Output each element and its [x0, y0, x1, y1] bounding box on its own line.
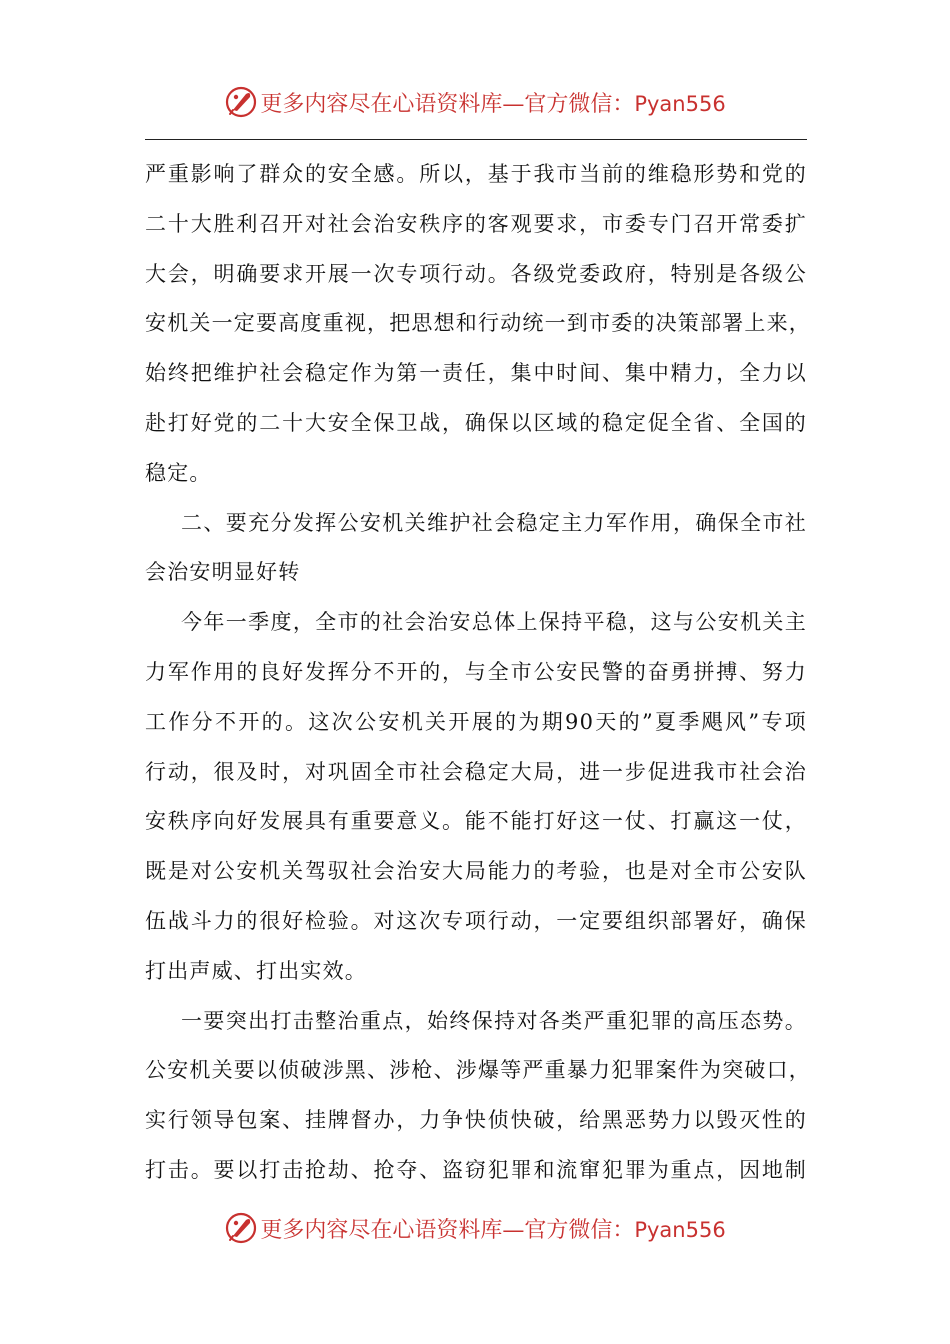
body-line: 行动，很及时，对巩固全市社会稳定大局，进一步促进我市社会治: [145, 759, 807, 784]
header-banner-text: [260, 87, 725, 118]
header-banner-cn: 更多内容尽在心语资料库—官方微信：: [260, 91, 635, 117]
body-line: 今年一季度，全市的社会治安总体上保持平稳，这与公安机关主: [181, 610, 807, 635]
body-line: 一要突出打击整治重点，始终保持对各类严重犯罪的高压态势。: [181, 1008, 807, 1033]
body-line: 实行领导包案、挂牌督办，力争快侦快破，给黑恶势力以毁灭性的: [145, 1108, 807, 1133]
body-line: 赴打好党的二十大安全保卫战，确保以区域的稳定促全省、全国的: [145, 410, 807, 435]
body-line: 安秩序向好发展具有重要意义。能不能打好这一仗、打赢这一仗，: [145, 809, 807, 834]
body-line: 工作分不开的。这次公安机关开展的为期90天的”夏季飓风”专项: [145, 709, 807, 734]
header-banner-wechat-id: Pyan556: [634, 91, 726, 116]
body-line: 严重影响了群众的安全感。所以，基于我市当前的维稳形势和党的: [145, 162, 807, 186]
body-line: 始终把维护社会稳定作为第一责任，集中时间、集中精力，全力以: [145, 361, 807, 386]
body-line: 打出声威、打出实效。: [145, 958, 367, 983]
body-line: 安机关一定要高度重视，把思想和行动统一到市委的决策部署上来，: [145, 311, 811, 336]
quill-seal-icon: [224, 85, 258, 119]
body-line: 力军作用的良好发挥分不开的，与全市公安民警的奋勇拼搏、努力: [145, 659, 807, 684]
footer-banner-text: [260, 1213, 725, 1244]
footer-banner-cn: 更多内容尽在心语资料库—官方微信：: [260, 1217, 635, 1243]
header-banner: [0, 80, 950, 124]
body-line: 打击。要以打击抢劫、抢夺、盗窃犯罪和流窜犯罪为重点，因地制: [145, 1157, 807, 1182]
body-line: 伍战斗力的很好检验。对这次专项行动，一定要组织部署好，确保: [145, 908, 807, 933]
document-body: [145, 150, 811, 1196]
body-line: 二十大胜利召开对社会治安秩序的客观要求，市委专门召开常委扩: [145, 211, 807, 236]
quill-seal-icon: [224, 1211, 258, 1245]
section-heading-line: 会治安明显好转: [145, 560, 301, 585]
footer-banner: [0, 1206, 950, 1250]
header-divider: [145, 139, 807, 140]
body-line: 公安机关要以侦破涉黑、涉枪、涉爆等严重暴力犯罪案件为突破口，: [145, 1058, 811, 1083]
footer-banner-wechat-id: Pyan556: [634, 1217, 726, 1242]
body-line: 大会，明确要求开展一次专项行动。各级党委政府，特别是各级公: [145, 261, 807, 286]
body-line: 既是对公安机关驾驭社会治安大局能力的考验，也是对全市公安队: [145, 859, 807, 884]
section-heading-line: 二、要充分发挥公安机关维护社会稳定主力军作用，确保全市社: [181, 510, 807, 535]
body-line: 稳定。: [145, 460, 212, 485]
